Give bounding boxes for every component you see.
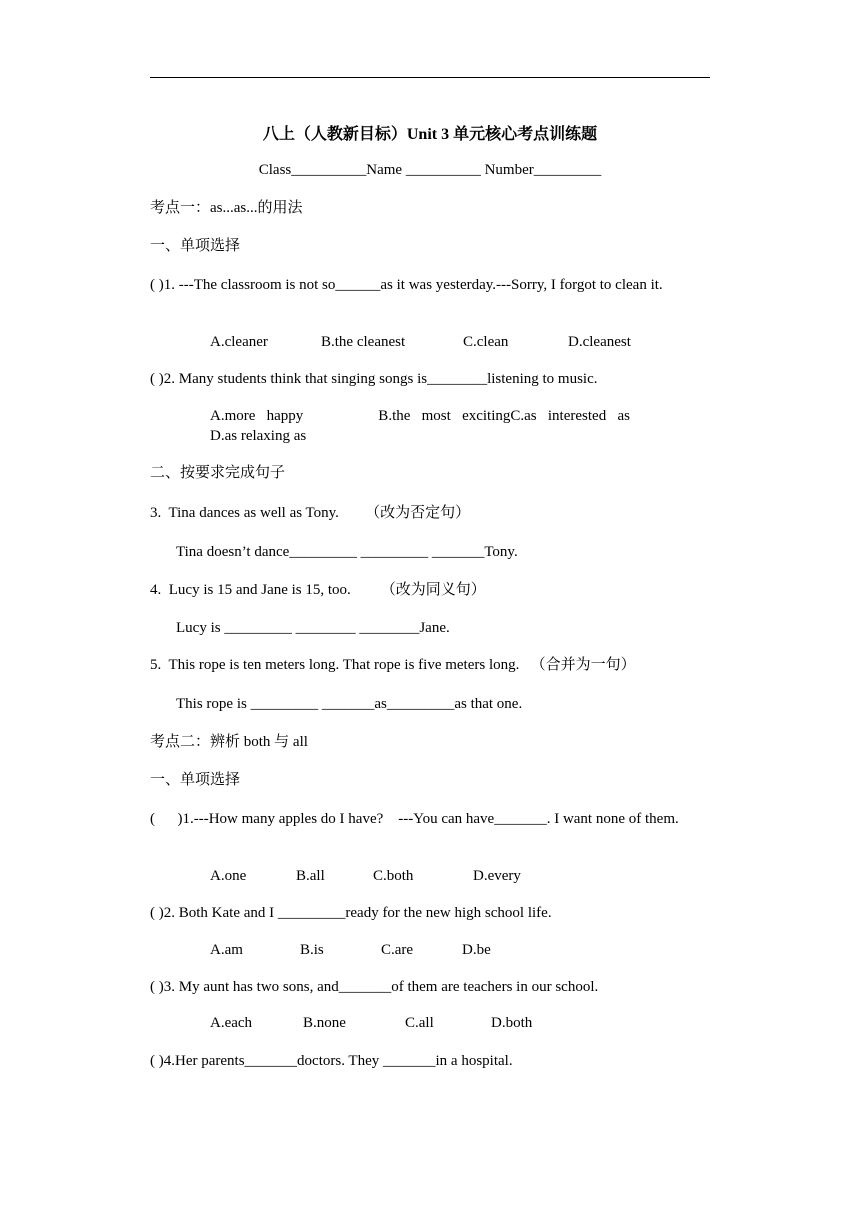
- s2-question-3: ( )3. My aunt has two sons, and_______of them are teachers in our school.: [150, 979, 599, 995]
- s1-question-1: ( )1. ---The classroom is not so______as it was yesterday.---Sorry, I forgot to clean it.: [150, 277, 663, 293]
- s1-question-3: 3. Tina dances as well as Tony. （改为否定句）: [150, 505, 471, 521]
- option-b: B.is: [300, 942, 324, 958]
- option-a: A.am: [210, 942, 243, 958]
- s2-q1-options: [210, 866, 521, 886]
- section1-part2-heading: 二、按要求完成句子: [150, 465, 286, 481]
- s1-question-2: ( )2. Many students think that singing songs is________listening to music.: [150, 371, 598, 387]
- option-b: B.the cleanest: [321, 334, 406, 350]
- s1-q2-options-line1: A.more happy B.the most excitingC.as interested as: [210, 408, 630, 424]
- option-d: D.be: [462, 942, 491, 958]
- s1-q1-options: [210, 332, 631, 352]
- s2-question-4: ( )4.Her parents_______doctors. They _______in a hospital.: [150, 1053, 513, 1069]
- header-rule: [150, 77, 710, 78]
- s1-q3-answer: Tina doesn’t dance_________ _________ _______Tony.: [176, 544, 518, 560]
- option-c: C.are: [381, 942, 414, 958]
- s1-question-5: 5. This rope is ten meters long. That rope is five meters long. （合并为一句）: [150, 657, 636, 673]
- s1-question-4: 4. Lucy is 15 and Jane is 15, too. （改为同义句）: [150, 582, 486, 598]
- s2-question-2: ( )2. Both Kate and I _________ready for the new high school life.: [150, 905, 552, 921]
- section1-part1-heading: 一、单项选择: [150, 238, 241, 254]
- option-d: D.every: [473, 868, 521, 884]
- option-c: C.clean: [463, 334, 509, 350]
- option-c: C.all: [405, 1015, 434, 1031]
- option-a: A.one: [210, 868, 247, 884]
- s1-q5-answer: This rope is _________ _______as_________as that one.: [176, 696, 523, 712]
- s2-question-1: ( )1.---How many apples do I have? ---You can have_______. I want none of them.: [150, 811, 679, 827]
- option-d: D.cleanest: [568, 334, 631, 350]
- option-b: B.all: [296, 868, 325, 884]
- option-c: C.both: [373, 868, 414, 884]
- s2-q2-options: [210, 940, 491, 960]
- s2-q3-options: [210, 1013, 532, 1033]
- section2-part1-heading: 一、单项选择: [150, 772, 241, 788]
- option-b: B.none: [303, 1015, 346, 1031]
- option-a: A.each: [210, 1015, 253, 1031]
- option-a: A.cleaner: [210, 334, 268, 350]
- option-d: D.both: [491, 1015, 533, 1031]
- s1-q4-answer: Lucy is _________ ________ ________Jane.: [176, 620, 450, 636]
- info-line: Class__________Name __________ Number_________: [258, 162, 602, 178]
- page-title: 八上（人教新目标）Unit 3 单元核心考点训练题: [262, 126, 598, 143]
- section1-heading: 考点一：as...as...的用法: [150, 200, 303, 216]
- section2-heading: 考点二：辨析 both 与 all: [150, 734, 308, 750]
- s1-q2-options-line2: D.as relaxing as: [210, 428, 307, 444]
